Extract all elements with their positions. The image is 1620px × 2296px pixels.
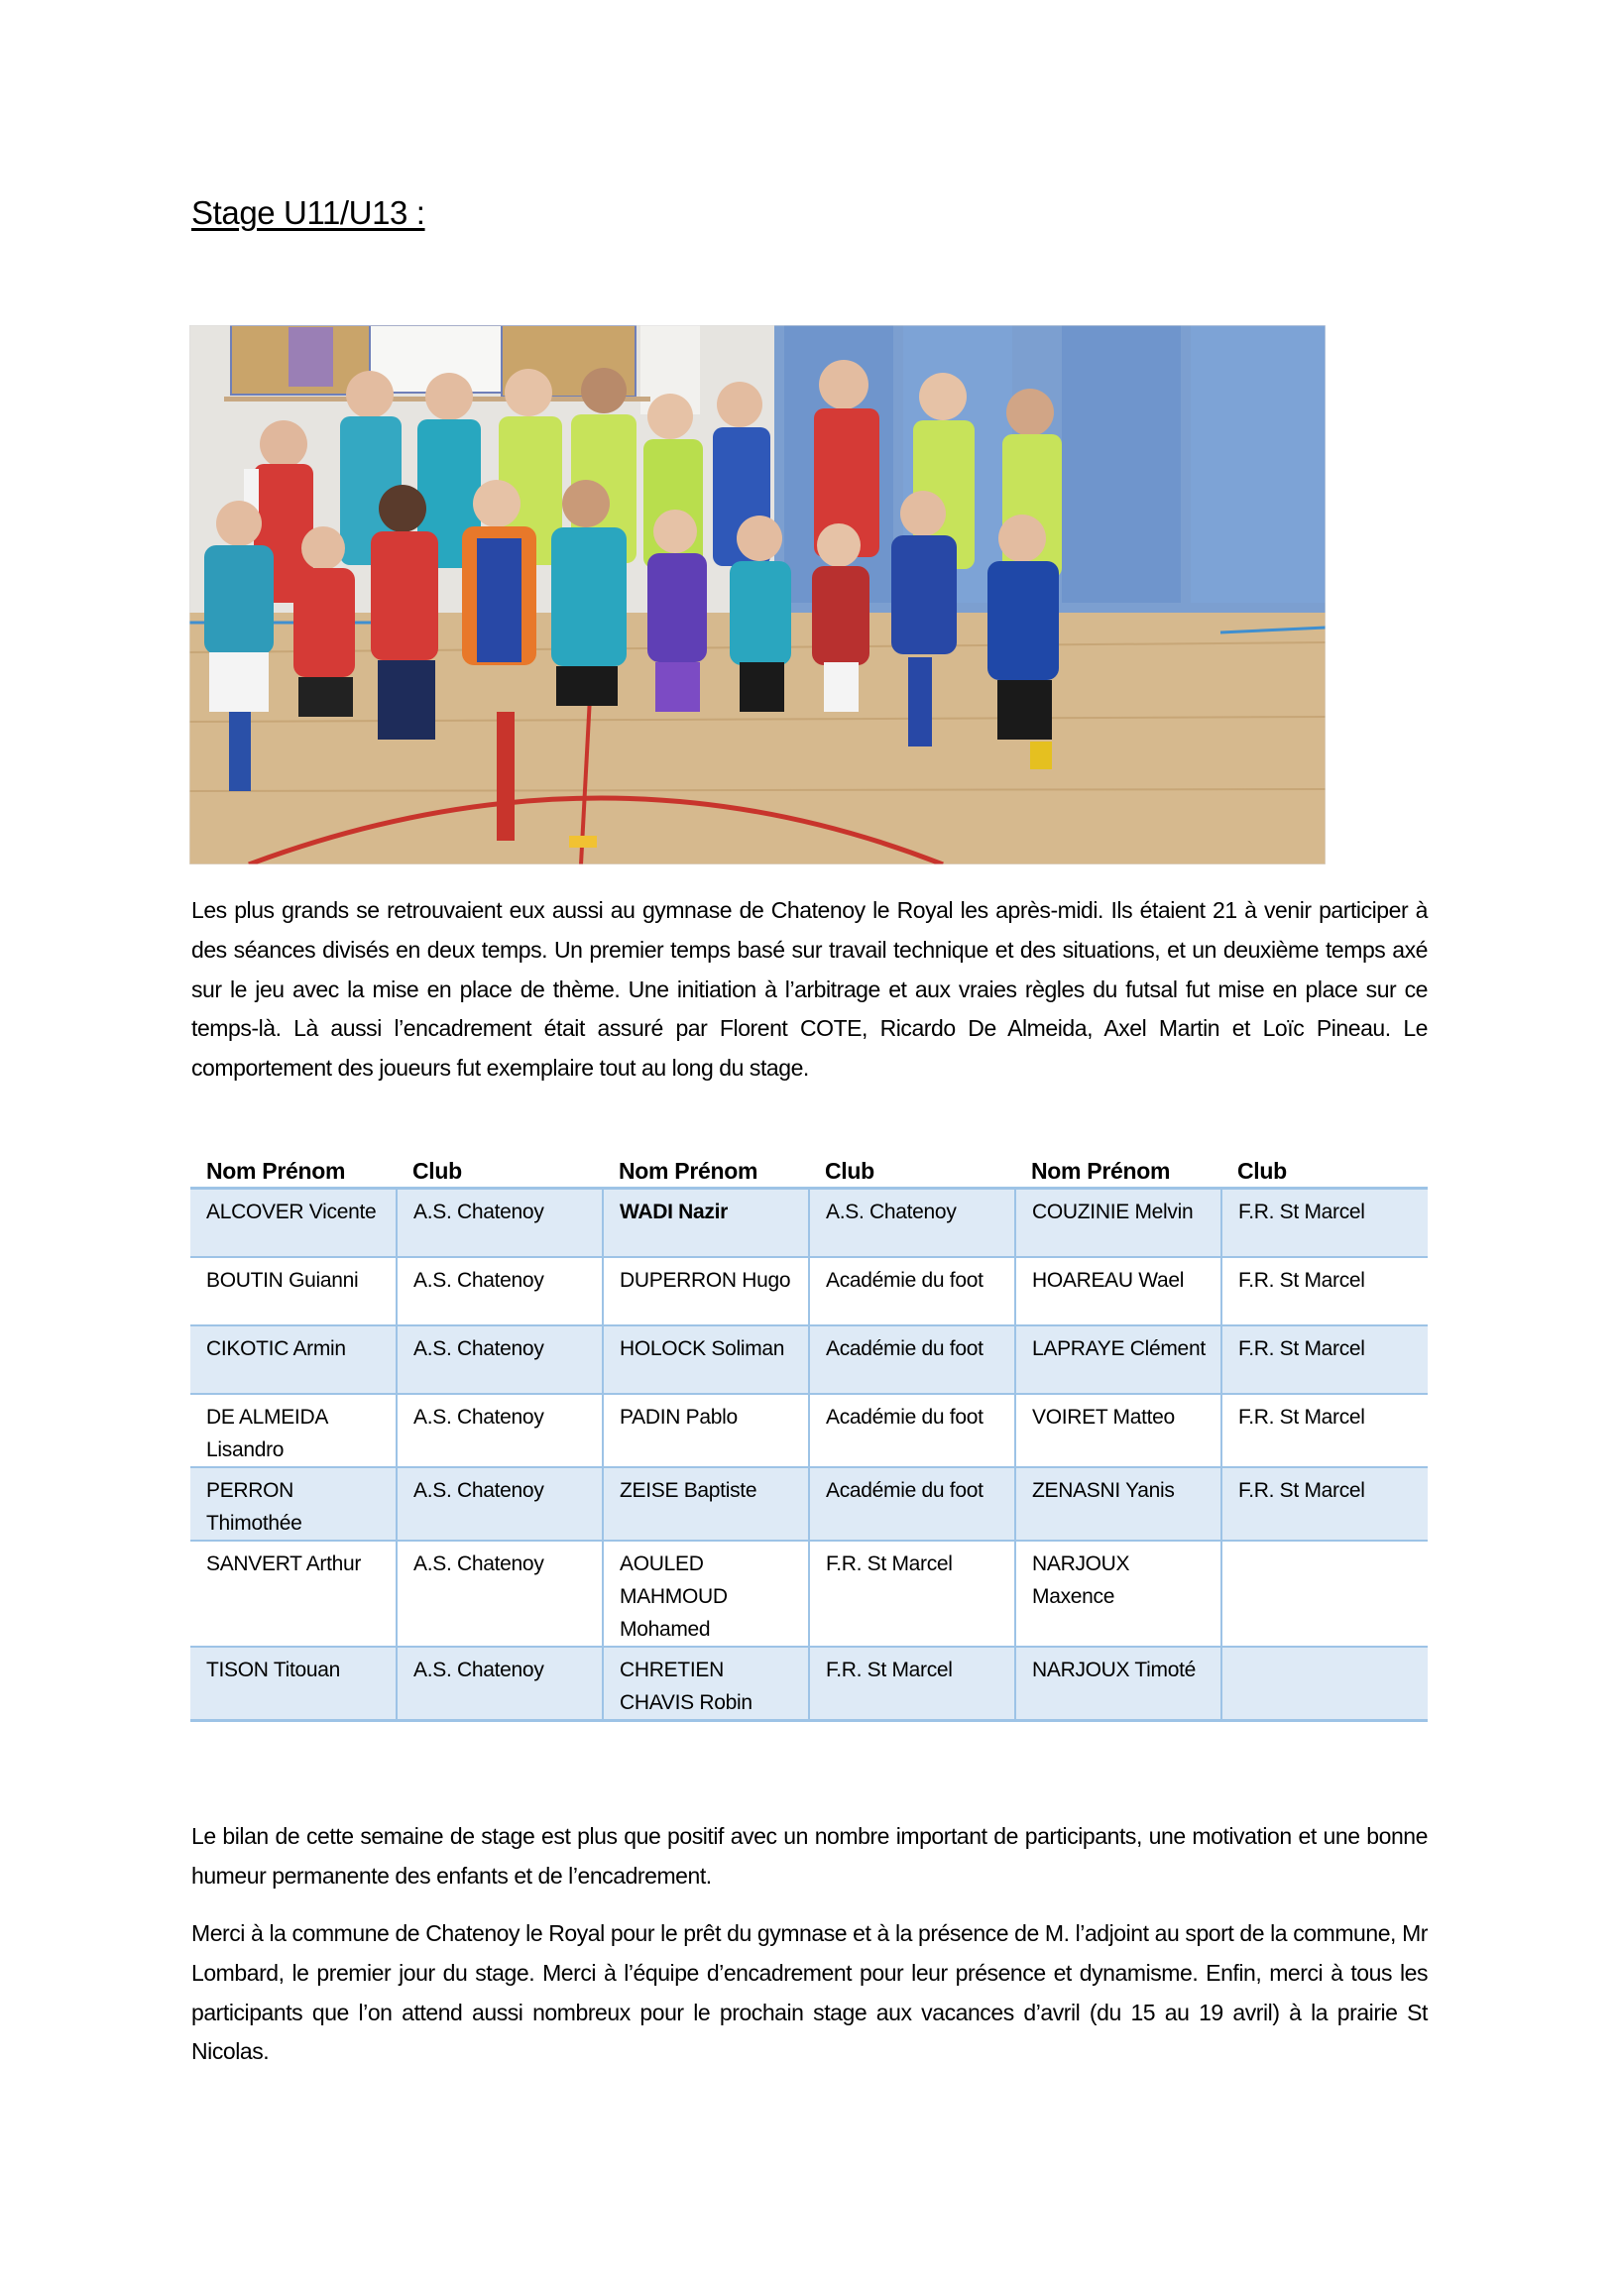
player-name: PADIN Pablo <box>603 1394 809 1467</box>
player-club: A.S. Chatenoy <box>397 1189 603 1258</box>
player-name: DUPERRON Hugo <box>603 1257 809 1325</box>
player-name: CIKOTIC Armin <box>190 1325 397 1394</box>
column-header-club: Club <box>809 1150 1015 1189</box>
player-club: A.S. Chatenoy <box>397 1394 603 1467</box>
player-name: WADI Nazir <box>603 1189 809 1258</box>
player-name: ALCOVER Vicente <box>190 1189 397 1258</box>
player-club: F.R. St Marcel <box>809 1541 1015 1647</box>
participants-table <box>190 1150 1428 1722</box>
player-club: Académie du foot <box>809 1257 1015 1325</box>
player-name: CHRETIEN CHAVIS Robin <box>603 1647 809 1721</box>
table-header-row <box>190 1150 1428 1189</box>
table-row <box>190 1541 1428 1647</box>
wall-panel <box>1062 325 1181 603</box>
player-club: A.S. Chatenoy <box>397 1257 603 1325</box>
intro-paragraph: Les plus grands se retrouvaient eux aussi au gymnase de Chatenoy le Royal les après-midi. Ils étaient 21 à venir participer à des séances divisés en deux temps. Un premier temps basé sur travail technique et des situations, et un deuxième temps axé sur le jeu avec la mise en place de thème. Une initiation à l’arbitrage et aux vraies règles du futsal fut mise en place sur ce temps-là. Là aussi l’encadrement était assuré par Florent COTE, Ricardo De Almeida, Axel Martin et Loïc Pineau. Le comportement des joueurs fut exemplaire tout au long du stage. <box>191 897 1428 1082</box>
player-name: HOLOCK Soliman <box>603 1325 809 1394</box>
player-club: F.R. St Marcel <box>1221 1467 1428 1541</box>
player-name: DE ALMEIDA Lisandro <box>190 1394 397 1467</box>
gym-photo-illustration <box>189 325 1326 864</box>
page-title: Stage U11/U13 : <box>191 194 425 231</box>
player-club: A.S. Chatenoy <box>397 1647 603 1721</box>
poster <box>289 327 333 387</box>
table-row <box>190 1189 1428 1258</box>
table-row <box>190 1467 1428 1541</box>
floor-marker <box>569 836 597 848</box>
table-row <box>190 1257 1428 1325</box>
player-club: A.S. Chatenoy <box>809 1189 1015 1258</box>
player-name: HOAREAU Wael <box>1015 1257 1221 1325</box>
player-club: F.R. St Marcel <box>1221 1257 1428 1325</box>
player-name: VOIRET Matteo <box>1015 1394 1221 1467</box>
summary-paragraph: Le bilan de cette semaine de stage est plus que positif avec un nombre important de participants, une motivation et une bonne humeur permanente des enfants et de l’encadrement. <box>191 1823 1428 1889</box>
player-club: Académie du foot <box>809 1325 1015 1394</box>
column-header-name: Nom Prénom <box>1015 1150 1221 1189</box>
player-name: LAPRAYE Clément <box>1015 1325 1221 1394</box>
player-club: F.R. St Marcel <box>1221 1189 1428 1258</box>
player-club: A.S. Chatenoy <box>397 1541 603 1647</box>
table-row <box>190 1325 1428 1394</box>
player-club: F.R. St Marcel <box>809 1647 1015 1721</box>
thanks-paragraph: Merci à la commune de Chatenoy le Royal pour le prêt du gymnase et à la présence de M. l’adjoint au sport de la commune, Mr Lombard, le premier jour du stage. Merci à l’équipe d’encadrement pour leur présence et dynamisme. Enfin, merci à tous les participants que l’on attend aussi nombreux pour le prochain stage aux vacances d’avril (du 15 au 19 avril) à la prairie St Nicolas. <box>191 1920 1428 2065</box>
column-header-name: Nom Prénom <box>603 1150 809 1189</box>
group-photo <box>189 325 1326 864</box>
player-club <box>1221 1541 1428 1647</box>
table-row <box>190 1394 1428 1467</box>
player-name: NARJOUX Timoté <box>1015 1647 1221 1721</box>
player-club: Académie du foot <box>809 1394 1015 1467</box>
player-name: SANVERT Arthur <box>190 1541 397 1647</box>
player-club: F.R. St Marcel <box>1221 1394 1428 1467</box>
player-name: NARJOUX Maxence <box>1015 1541 1221 1647</box>
player-name: AOULED MAHMOUD Mohamed <box>603 1541 809 1647</box>
player-name: TISON Titouan <box>190 1647 397 1721</box>
table-row <box>190 1647 1428 1721</box>
player-club: A.S. Chatenoy <box>397 1467 603 1541</box>
player-name: ZEISE Baptiste <box>603 1467 809 1541</box>
wall-panel <box>1191 325 1326 603</box>
player-name: PERRON Thimothée <box>190 1467 397 1541</box>
player-club: Académie du foot <box>809 1467 1015 1541</box>
player-name: BOUTIN Guianni <box>190 1257 397 1325</box>
player-club <box>1221 1647 1428 1721</box>
column-header-club: Club <box>397 1150 603 1189</box>
player-club: F.R. St Marcel <box>1221 1325 1428 1394</box>
player-name: ZENASNI Yanis <box>1015 1467 1221 1541</box>
column-header-name: Nom Prénom <box>190 1150 397 1189</box>
player-name: COUZINIE Melvin <box>1015 1189 1221 1258</box>
player-club: A.S. Chatenoy <box>397 1325 603 1394</box>
column-header-club: Club <box>1221 1150 1428 1189</box>
